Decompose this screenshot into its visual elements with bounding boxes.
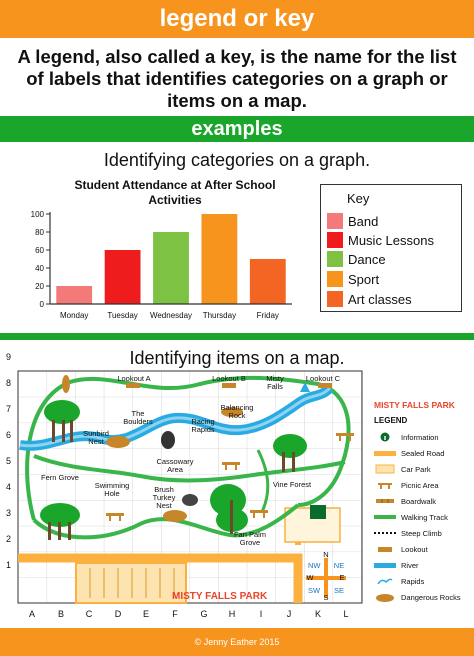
place-label-vine-forest: Vine Forest — [272, 480, 312, 489]
compass-sw: SW — [308, 586, 321, 595]
row-label: 7 — [6, 404, 12, 414]
compass-nw: NW — [308, 561, 321, 570]
legend-item: Lookout — [374, 543, 428, 555]
row-label: 8 — [6, 378, 12, 388]
place-label-swimming-hole: Swimming Hole — [94, 481, 130, 498]
key-label: Art classes — [348, 291, 412, 307]
legend-park-title: MISTY FALLS PARK — [374, 400, 455, 410]
col-label: B — [57, 609, 64, 619]
sunbird-nest-icon — [62, 375, 70, 393]
x-tick-label: Tuesday — [107, 311, 138, 320]
car-park-icon — [374, 464, 396, 474]
row-label: 2 — [6, 534, 12, 544]
brush-turkey-icon — [182, 494, 198, 506]
col-label: D — [114, 609, 122, 619]
picnic-table-icon — [374, 480, 396, 490]
col-label: L — [343, 609, 349, 619]
row-label: 5 — [6, 456, 12, 466]
place-label-misty-falls: Misty Falls — [266, 374, 284, 391]
intro-text: A legend, also called a key, is the name for the list of labels that identifies categories on a graph or items on a map. — [17, 46, 457, 111]
col-label: J — [286, 609, 292, 619]
page-title: legend or key — [0, 0, 474, 38]
key-label: Dance — [348, 251, 386, 267]
key-label: Music Lessons — [348, 232, 434, 248]
legend-item: Dangerous Rocks — [374, 591, 461, 603]
legend-item: Car Park — [374, 463, 431, 475]
dangerous-rocks-icon — [374, 592, 396, 602]
legend-item: Information — [374, 431, 439, 443]
col-label: I — [259, 609, 263, 619]
y-tick-label: 60 — [35, 246, 44, 255]
compass-n: N — [323, 550, 329, 559]
legend-item: Steep Climb — [374, 527, 442, 539]
information-icon — [310, 505, 326, 519]
place-label-lookout-b: Lookout B — [212, 374, 246, 383]
graph-heading: Identifying categories on a graph. — [103, 150, 371, 170]
row-label: 4 — [6, 482, 12, 492]
map-park-name: MISTY FALLS PARK — [172, 591, 268, 602]
legend-item: Walking Track — [374, 511, 448, 523]
place-label-cassowary-area: Cassowary Area — [156, 457, 194, 474]
y-tick-label: 40 — [35, 264, 44, 273]
col-label: E — [142, 609, 149, 619]
key-title: Key — [347, 191, 370, 206]
row-label: 1 — [6, 560, 12, 570]
place-label-lookout-a: Lookout A — [117, 374, 151, 383]
row-label: 6 — [6, 430, 12, 440]
x-tick-label: Monday — [59, 311, 89, 320]
col-label: F — [172, 609, 178, 619]
river-icon — [374, 560, 396, 570]
col-label: G — [200, 609, 208, 619]
boardwalk-icon — [374, 496, 396, 506]
cassowary-icon — [161, 431, 175, 449]
compass-s: S — [323, 593, 329, 602]
row-label: 3 — [6, 508, 12, 518]
y-tick-label: 20 — [35, 282, 44, 291]
legend-item: Boardwalk — [374, 495, 436, 507]
x-tick-label: Friday — [256, 311, 279, 320]
rapids-icon — [374, 576, 396, 586]
x-tick-label: Wednesday — [149, 311, 193, 320]
place-label-sunbird-nest: Sunbird Nest — [83, 429, 109, 446]
place-label-lookout-c: Lookout C — [305, 374, 341, 383]
compass-se: SE — [333, 586, 344, 595]
place-label-balancing-rock: Balancing Rock — [220, 403, 254, 420]
row-label: 9 — [6, 352, 12, 362]
key-label: Sport — [348, 271, 380, 287]
x-tick-label: Thursday — [202, 311, 237, 320]
compass-w: W — [306, 573, 314, 582]
legend-item: Sealed Road — [374, 447, 444, 459]
legend-item: River — [374, 559, 419, 571]
place-label-fern-grove: Fern Grove — [41, 473, 79, 482]
legend-item: Rapids — [374, 575, 424, 587]
place-label-racing-rapids: Racing Rapids — [191, 417, 215, 434]
compass-e: E — [339, 573, 345, 582]
legend-item: Picnic Area — [374, 479, 439, 491]
col-label: K — [314, 609, 321, 619]
col-label: A — [28, 609, 35, 619]
col-label: H — [228, 609, 236, 619]
legend-title: LEGEND — [374, 416, 408, 425]
chart-title: Student Attendance at After School Activities — [74, 178, 276, 207]
y-tick-label: 100 — [30, 210, 44, 219]
place-label-the-boulders: The Boulders — [123, 409, 153, 426]
copyright-footer: © Jenny Eather 2015 — [0, 628, 474, 656]
lookout-icon — [374, 544, 396, 554]
map-heading: Identifying items on a map. — [129, 348, 345, 368]
sealed-road-icon — [374, 448, 396, 458]
y-tick-label: 80 — [35, 228, 44, 237]
car-park-area — [76, 563, 186, 603]
place-label-brush-turkey-nest: Brush Turkey Nest — [152, 485, 176, 510]
y-tick-label: 0 — [39, 300, 44, 309]
steep-climb-icon — [374, 528, 396, 538]
col-label: C — [85, 609, 93, 619]
compass-ne: NE — [333, 561, 345, 570]
walking-track-icon — [374, 512, 396, 522]
examples-banner: examples — [0, 116, 474, 142]
key-label: Band — [348, 213, 379, 229]
place-label-fan-palm-grove: Fan Palm Grove — [233, 530, 267, 547]
information-icon — [374, 432, 396, 442]
